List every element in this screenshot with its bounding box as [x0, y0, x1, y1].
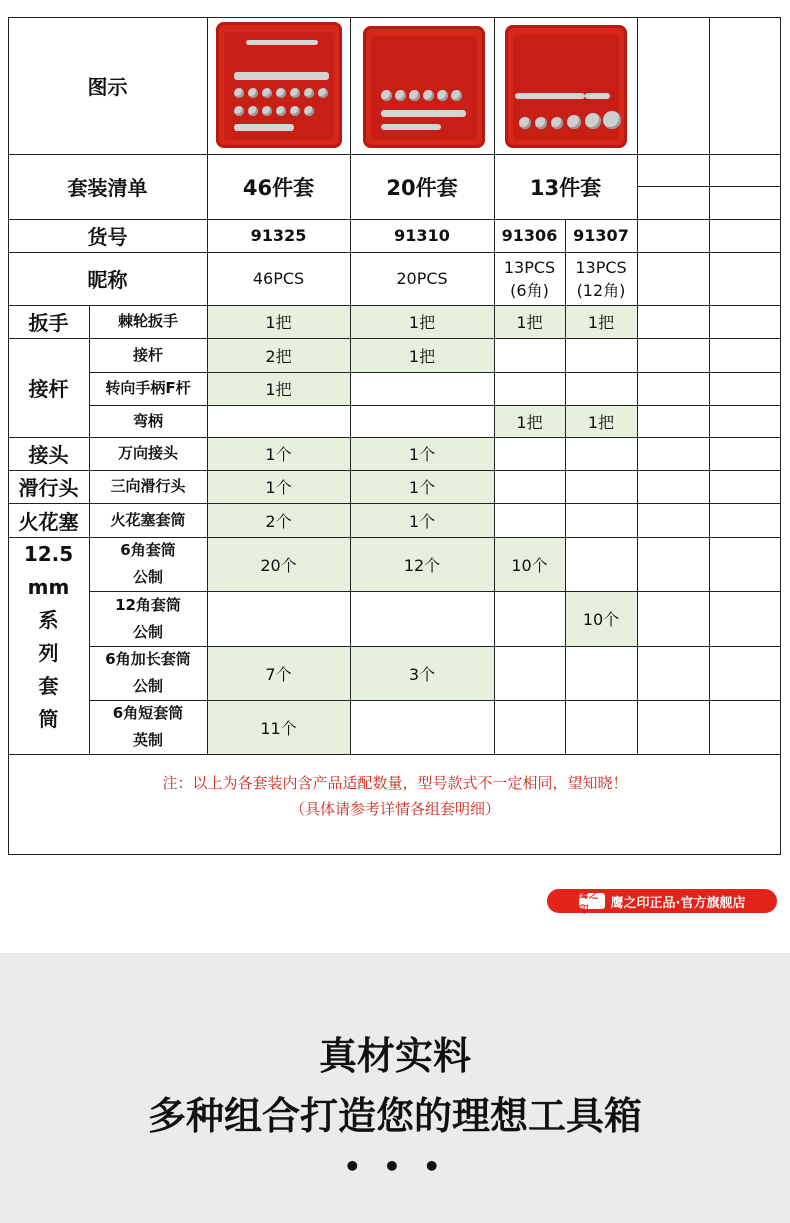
- item-ujoint-label: 万向接头: [117, 444, 178, 462]
- set-20-code: 91310: [394, 226, 450, 245]
- set-46-name: 46件套: [242, 175, 315, 200]
- set-46-nick: 46PCS: [252, 269, 305, 288]
- series-line-1: 12.5: [23, 542, 74, 566]
- item-fbar-label: 转向手柄F杆: [105, 379, 191, 397]
- note-line-2: （具体请参考详情各组套明细）: [289, 800, 500, 818]
- item-short6-label: [89, 700, 207, 754]
- set-13a-nick-line2: (6角): [510, 280, 549, 300]
- short6-46: 11个: [260, 718, 297, 738]
- tbar-20: 1个: [408, 478, 436, 497]
- promo-subtitle: 多种组合打造您的理想工具箱: [147, 1094, 642, 1138]
- set-13-image: [505, 25, 627, 148]
- row-label-image: 图示: [87, 75, 128, 99]
- item-lbar-label: 弯柄: [132, 411, 163, 430]
- category-wrench: 扳手: [28, 311, 69, 335]
- item-short6-label-2: 英制: [132, 731, 163, 749]
- lbar-13a: 1把: [516, 412, 543, 432]
- hex6-13a: 10个: [511, 555, 548, 575]
- set-20-name: 20件套: [386, 175, 458, 200]
- series-line-4: 列: [38, 641, 59, 665]
- set-46-code: 91325: [250, 226, 307, 245]
- set-13b-nick-line1: 13PCS: [575, 257, 627, 277]
- ratchet-13b: 1把: [587, 313, 615, 332]
- hex6-46: 20个: [260, 555, 297, 575]
- item-sparksock-label: 火花塞套筒: [110, 510, 186, 529]
- category-series: [8, 537, 89, 754]
- sparksock-20: 1个: [408, 511, 436, 531]
- category-spark: 火花塞: [18, 509, 79, 534]
- table-note: [10, 770, 780, 822]
- set-13a-code: 91306: [501, 226, 558, 245]
- category-bar: 接杆: [28, 377, 69, 401]
- category-joint: 接头: [28, 443, 69, 467]
- category-slider: 滑行头: [18, 476, 79, 500]
- set-13a-nick: [494, 252, 565, 305]
- ujoint-20: 1个: [408, 445, 436, 464]
- extension-20: 1把: [408, 346, 436, 366]
- item-deep6-label-1: 6角加长套筒: [105, 650, 191, 668]
- ratchet-20: 1把: [408, 313, 436, 332]
- series-line-5: 套: [38, 674, 59, 698]
- item-deep6-label: [89, 646, 207, 700]
- promo-title: 真材实料: [318, 1034, 471, 1078]
- hex12-13b: 10个: [582, 610, 620, 629]
- tbar-46: 1个: [265, 478, 292, 497]
- ratchet-13a: 1把: [516, 313, 543, 332]
- row-label-nick: 昵称: [87, 268, 128, 292]
- store-badge-text: 鹰之印正品·官方旗舰店: [610, 895, 746, 911]
- series-line-6: 筒: [38, 707, 59, 731]
- ujoint-46: 1个: [265, 445, 292, 464]
- series-line-2: mm: [27, 575, 70, 599]
- deep6-46: 7个: [265, 664, 292, 684]
- ratchet-46: 1把: [265, 313, 292, 332]
- item-tbar-label: 三向滑行头: [110, 477, 186, 495]
- note-line-1: 注：以上为各套装内含产品适配数量，型号款式不一定相同，望知晓！: [162, 774, 628, 792]
- set-13-name: 13件套: [529, 175, 602, 200]
- ellipsis-dots: • • •: [343, 1150, 447, 1183]
- set-20-image: [363, 26, 485, 148]
- set-13b-nick-line2: (12角): [576, 280, 626, 300]
- fbar-46: 1把: [265, 380, 292, 399]
- item-deep6-label-2: 公制: [132, 677, 163, 695]
- item-hex6-label-1: 6角套筒: [120, 541, 176, 559]
- row-label-code: 货号: [87, 225, 128, 249]
- extension-46: 2把: [265, 346, 292, 366]
- item-extension-label: 接杆: [132, 345, 163, 364]
- set-13a-nick-line1: 13PCS: [503, 257, 556, 277]
- store-badge[interactable]: [547, 889, 777, 916]
- item-short6-label-1: 6角短套筒: [112, 704, 184, 722]
- item-hex12-label-1: 12角套筒: [115, 595, 181, 614]
- item-hex12-label-2: 公制: [132, 622, 163, 641]
- series-line-3: 系: [38, 608, 59, 632]
- set-20-nick: 20PCS: [396, 269, 448, 288]
- set-13b-nick: [565, 252, 637, 305]
- item-hex12-label: [89, 591, 207, 646]
- item-hex6-label-2: 公制: [132, 568, 163, 586]
- sparksock-46: 2个: [265, 511, 292, 531]
- row-label-set: 套装清单: [67, 176, 148, 200]
- item-ratchet-label: 棘轮扳手: [117, 312, 178, 330]
- hex6-20: 12个: [403, 555, 441, 575]
- set-13b-code: 91307: [573, 226, 629, 245]
- brand-logo-icon: 鹰之印: [579, 893, 605, 909]
- item-hex6-label: [89, 537, 207, 591]
- deep6-20: 3个: [408, 664, 436, 684]
- set-46-image: [216, 22, 342, 148]
- lbar-13b: 1把: [587, 412, 615, 432]
